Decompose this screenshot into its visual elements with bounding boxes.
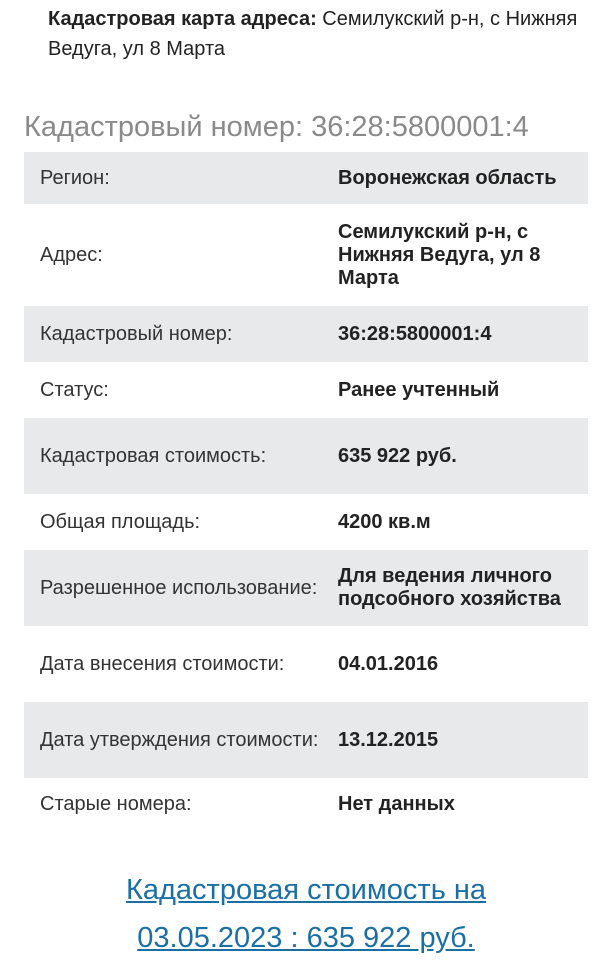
row-value: 04.01.2016 (338, 652, 439, 675)
cadastral-value-link-line1: Кадастровая стоимость на (125, 874, 487, 906)
table-row-status (24, 362, 588, 418)
row-key: Дата утверждения стоимости: (40, 728, 319, 751)
row-value: 635 922 руб. (338, 444, 457, 467)
table-row-region (24, 152, 588, 204)
row-value: 36:28:5800001:4 (338, 322, 492, 345)
row-key: Разрешенное использование: (40, 576, 318, 599)
row-value: Для ведения личного подсобного хозяйства (338, 565, 561, 610)
table-row-old-numbers (24, 778, 588, 830)
row-key: Кадастровая стоимость: (40, 444, 267, 467)
row-key: Старые номера: (40, 792, 192, 815)
cadastral-number-title: Кадастровый номер: 36:28:5800001:4 (24, 111, 529, 143)
table-row-cadastral-number (24, 306, 588, 362)
row-value: 4200 кв.м (338, 510, 431, 533)
table-row-permitted-use (24, 550, 588, 626)
cadastral-value-link[interactable] (0, 866, 612, 962)
table-row-total-area (24, 494, 588, 550)
property-info-table (24, 152, 588, 830)
row-key: Адрес: (40, 243, 103, 266)
row-value: Нет данных (338, 792, 455, 815)
row-key: Дата внесения стоимости: (40, 652, 285, 675)
table-row-cadastral-value (24, 418, 588, 494)
row-key: Кадастровый номер: (40, 322, 233, 345)
table-row-value-entry-date (24, 626, 588, 702)
table-row-value-approval-date (24, 702, 588, 778)
row-value: Воронежская область (338, 166, 557, 189)
row-value: Ранее учтенный (338, 378, 500, 401)
address-heading-value: Семилукский р-н, с Нижняя Ведуга, ул 8 Марта (48, 8, 578, 60)
row-value: 13.12.2015 (338, 728, 439, 751)
row-key: Статус: (40, 378, 109, 401)
row-key: Регион: (40, 166, 110, 189)
address-heading-label: Кадастровая карта адреса: (48, 8, 317, 30)
row-value: Семилукский р-н, с Нижняя Ведуга, ул 8 Марта (338, 220, 541, 289)
table-row-address (24, 204, 588, 306)
row-key: Общая площадь: (40, 510, 201, 533)
address-heading (48, 4, 588, 64)
cadastral-value-link-line2: 03.05.2023 : 635 922 руб. (137, 922, 475, 954)
